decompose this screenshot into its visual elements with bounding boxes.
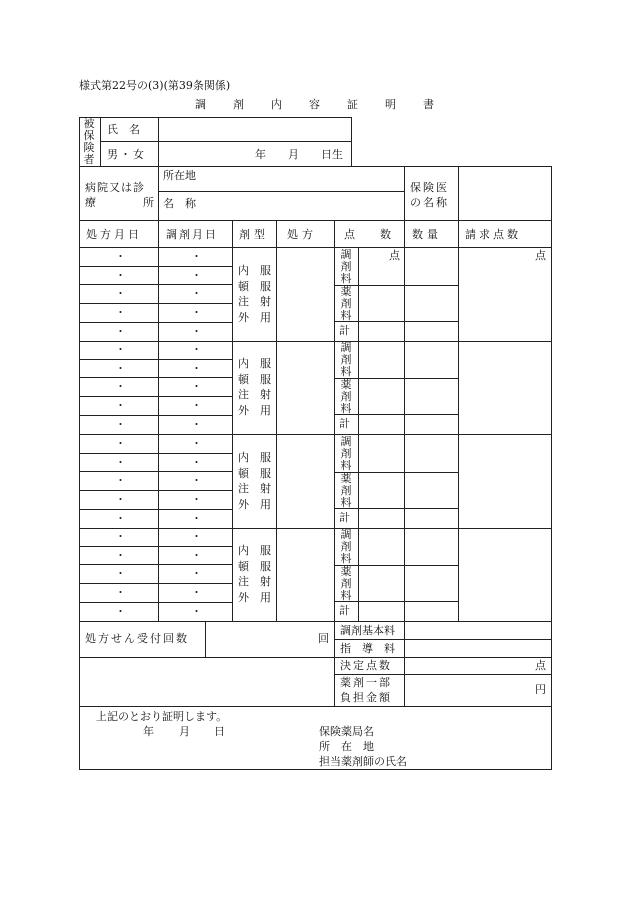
claim-points-unit: 点: [535, 249, 546, 262]
row-line: [79, 396, 232, 397]
dispense-date-dot: ・: [191, 287, 202, 301]
drug-char: 薬: [340, 285, 352, 298]
certify-text: 上記のとおり証明します。: [96, 710, 228, 723]
rx-date-dot: ・: [115, 493, 126, 507]
form-type-label: 内 服: [238, 264, 271, 277]
rx-date-dot: ・: [115, 437, 126, 450]
drug-char: 剤: [340, 577, 352, 590]
decided-points-label: 決定点数: [340, 659, 392, 672]
hospital-label-line2b: 所: [143, 196, 154, 209]
drug-char: 薬: [340, 565, 352, 578]
rx-date-dot: ・: [115, 399, 126, 413]
total-label: 計: [339, 604, 350, 617]
dispense-date-dot: ・: [191, 417, 202, 431]
drug-fee-label: [339, 566, 353, 602]
drug-char: 剤: [340, 484, 352, 497]
column-header: 調剤月日: [166, 228, 218, 241]
doctor-label-line2: の名称: [410, 196, 449, 209]
form-type-label: 頓 服: [238, 466, 271, 480]
insured-label-char: 者: [83, 153, 95, 166]
row-line: [79, 284, 232, 285]
row-line: [79, 471, 232, 472]
title-char: 内: [271, 98, 282, 111]
column-header: 処方月日: [86, 228, 142, 241]
form-type-label: 頓 服: [238, 559, 271, 573]
birth-month-label: 月: [288, 148, 299, 161]
birth-day-label: 日生: [321, 148, 343, 161]
group-line: [79, 528, 551, 529]
row-line: [79, 602, 232, 603]
dispensing-fee-label: [339, 342, 353, 378]
hospital-address-label: 所在地: [163, 169, 196, 182]
hospital-name-label: 名 称: [163, 197, 196, 210]
dispense-date-dot: ・: [191, 586, 202, 600]
form-type-label: 頓 服: [238, 372, 271, 386]
drug-char: 薬: [340, 472, 352, 485]
rx-date-dot: ・: [115, 250, 126, 263]
copay-unit: 円: [535, 683, 546, 696]
drug-fee-label: [339, 473, 353, 509]
hospital-label-line1: 病院又は診: [85, 181, 145, 194]
drug-char: 剤: [340, 390, 352, 403]
rx-date-dot: ・: [115, 548, 126, 562]
rx-date-dot: ・: [115, 474, 126, 488]
birth-year-label: 年: [255, 148, 266, 161]
total-label: 計: [339, 511, 350, 524]
title-char: 明: [385, 98, 396, 111]
drug-fee-label: [339, 286, 353, 322]
row-line: [79, 583, 232, 584]
title-char: 調: [195, 98, 206, 111]
form-type-label: 内 服: [238, 357, 271, 370]
insured-label-char: 被: [83, 117, 95, 130]
title-char: 容: [309, 98, 320, 111]
rx-date-dot: ・: [115, 324, 126, 338]
dispense-date-dot: ・: [191, 306, 202, 320]
dispense-date-dot: ・: [191, 511, 202, 525]
drug-char: 料: [340, 402, 352, 415]
fee-char: 調: [340, 248, 352, 261]
drug-char: 剤: [340, 297, 352, 310]
row-line: [79, 303, 232, 304]
row-line: [79, 453, 232, 454]
drug-char: 料: [340, 589, 352, 602]
name-label: 氏 名: [107, 123, 140, 136]
hospital-label-line2a: 療: [85, 196, 96, 209]
column-header: 数量: [412, 228, 442, 241]
rx-date-dot: ・: [115, 586, 126, 600]
column-header: 剤型: [239, 228, 269, 241]
row-line: [79, 266, 232, 267]
dispense-date-dot: ・: [191, 268, 202, 282]
fee-char: 剤: [340, 447, 352, 460]
fee-char: 剤: [340, 353, 352, 366]
cert-day-label-short: 日: [214, 725, 225, 738]
column-header: 処方: [287, 228, 317, 241]
row-line: [79, 509, 232, 510]
form-type-label: 注 射: [238, 388, 271, 401]
copay-label-line1: 薬剤一部: [340, 676, 392, 689]
form-type-label: 注 射: [238, 295, 271, 308]
title-char: 剤: [233, 98, 244, 111]
rx-date-dot: ・: [115, 417, 126, 431]
pharmacy-address-label: 所 在 地: [319, 740, 374, 753]
doctor-label-line1: 保険医: [410, 181, 449, 194]
fee-char: 料: [340, 365, 352, 378]
drug-fee-label: [339, 379, 353, 415]
form-number: 様式第22号の(3)(第39条関係): [79, 79, 231, 92]
row-line: [79, 322, 232, 323]
gender-label: 男・女: [107, 148, 146, 161]
dispensing-fee-label: [339, 436, 353, 472]
copay-label-line2: 負担金額: [340, 691, 392, 704]
insured-label-char: 保: [83, 129, 95, 142]
row-line: [79, 377, 232, 378]
dispense-date-dot: ・: [191, 548, 202, 562]
fee-char: 料: [340, 272, 352, 285]
base-fee-label: 調剤基本料: [340, 624, 395, 637]
points-unit: 点: [389, 249, 400, 262]
rx-date-dot: ・: [115, 306, 126, 320]
form-type-label: 内 服: [238, 451, 271, 464]
guidance-fee-label: 指 導 料: [340, 642, 395, 655]
rx-date-dot: ・: [115, 604, 126, 618]
rx-date-dot: ・: [115, 380, 126, 394]
dispense-date-dot: ・: [191, 530, 202, 543]
fee-char: 料: [340, 459, 352, 472]
form-type-label: 内 服: [238, 544, 271, 557]
fee-char: 剤: [340, 260, 352, 273]
decided-points-unit: 点: [535, 659, 546, 672]
rx-date-dot: ・: [115, 511, 126, 525]
total-label: 計: [339, 324, 350, 337]
pharmacist-name-label: 担当薬剤師の氏名: [319, 755, 407, 768]
total-label: 計: [339, 417, 350, 430]
rx-date-dot: ・: [115, 530, 126, 543]
drug-char: 料: [340, 496, 352, 509]
cert-year-label: 年: [143, 725, 154, 738]
rx-count-unit: 回: [318, 632, 329, 645]
rx-date-dot: ・: [115, 343, 126, 356]
dispense-date-dot: ・: [191, 567, 202, 581]
document-title: [195, 99, 435, 113]
dispense-date-dot: ・: [191, 455, 202, 469]
rx-count-label: 処方せん受付回数: [85, 632, 189, 645]
rx-date-dot: ・: [115, 287, 126, 301]
row-line: [79, 359, 232, 360]
dispensing-fee-label: [339, 249, 353, 285]
column-header: 点 数: [344, 228, 392, 241]
insured-label-char: 険: [83, 141, 95, 154]
dispense-date-dot: ・: [191, 343, 202, 356]
row-line: [79, 546, 232, 547]
dispense-date-dot: ・: [191, 604, 202, 618]
column-header: 請求点数: [465, 228, 521, 241]
pharmacy-name-label: 保険薬局名: [319, 725, 374, 738]
dispense-date-dot: ・: [191, 493, 202, 507]
rx-date-dot: ・: [115, 268, 126, 282]
drug-char: 料: [340, 309, 352, 322]
form-type-label: 注 射: [238, 482, 271, 495]
dispensing-fee-label: [339, 529, 353, 565]
dispense-date-dot: ・: [191, 399, 202, 413]
dispense-date-dot: ・: [191, 361, 202, 375]
drug-char: 薬: [340, 378, 352, 391]
fee-char: 剤: [340, 540, 352, 553]
fee-char: 調: [340, 435, 352, 448]
group-line: [79, 434, 551, 435]
form-type-label: 外 用: [238, 403, 271, 417]
insured-label: [82, 118, 96, 166]
form-type-label: 外 用: [238, 497, 271, 511]
dispense-date-dot: ・: [191, 474, 202, 488]
form-type-label: 外 用: [238, 590, 271, 604]
row-line: [79, 490, 232, 491]
form-type-label: 頓 服: [238, 279, 271, 293]
cert-month-label: 月: [179, 725, 190, 738]
group-line: [79, 341, 551, 342]
title-char: 書: [423, 98, 434, 111]
dispense-date-dot: ・: [191, 380, 202, 394]
form-type-label: 注 射: [238, 575, 271, 588]
fee-char: 調: [340, 341, 352, 354]
rx-date-dot: ・: [115, 361, 126, 375]
row-line: [79, 415, 232, 416]
fee-char: 調: [340, 528, 352, 541]
form-type-label: 外 用: [238, 310, 271, 324]
rx-date-dot: ・: [115, 455, 126, 469]
dispense-date-dot: ・: [191, 250, 202, 263]
row-line: [79, 564, 232, 565]
title-char: 証: [347, 98, 358, 111]
dispense-date-dot: ・: [191, 324, 202, 338]
fee-char: 料: [340, 552, 352, 565]
dispense-date-dot: ・: [191, 437, 202, 450]
rx-date-dot: ・: [115, 567, 126, 581]
